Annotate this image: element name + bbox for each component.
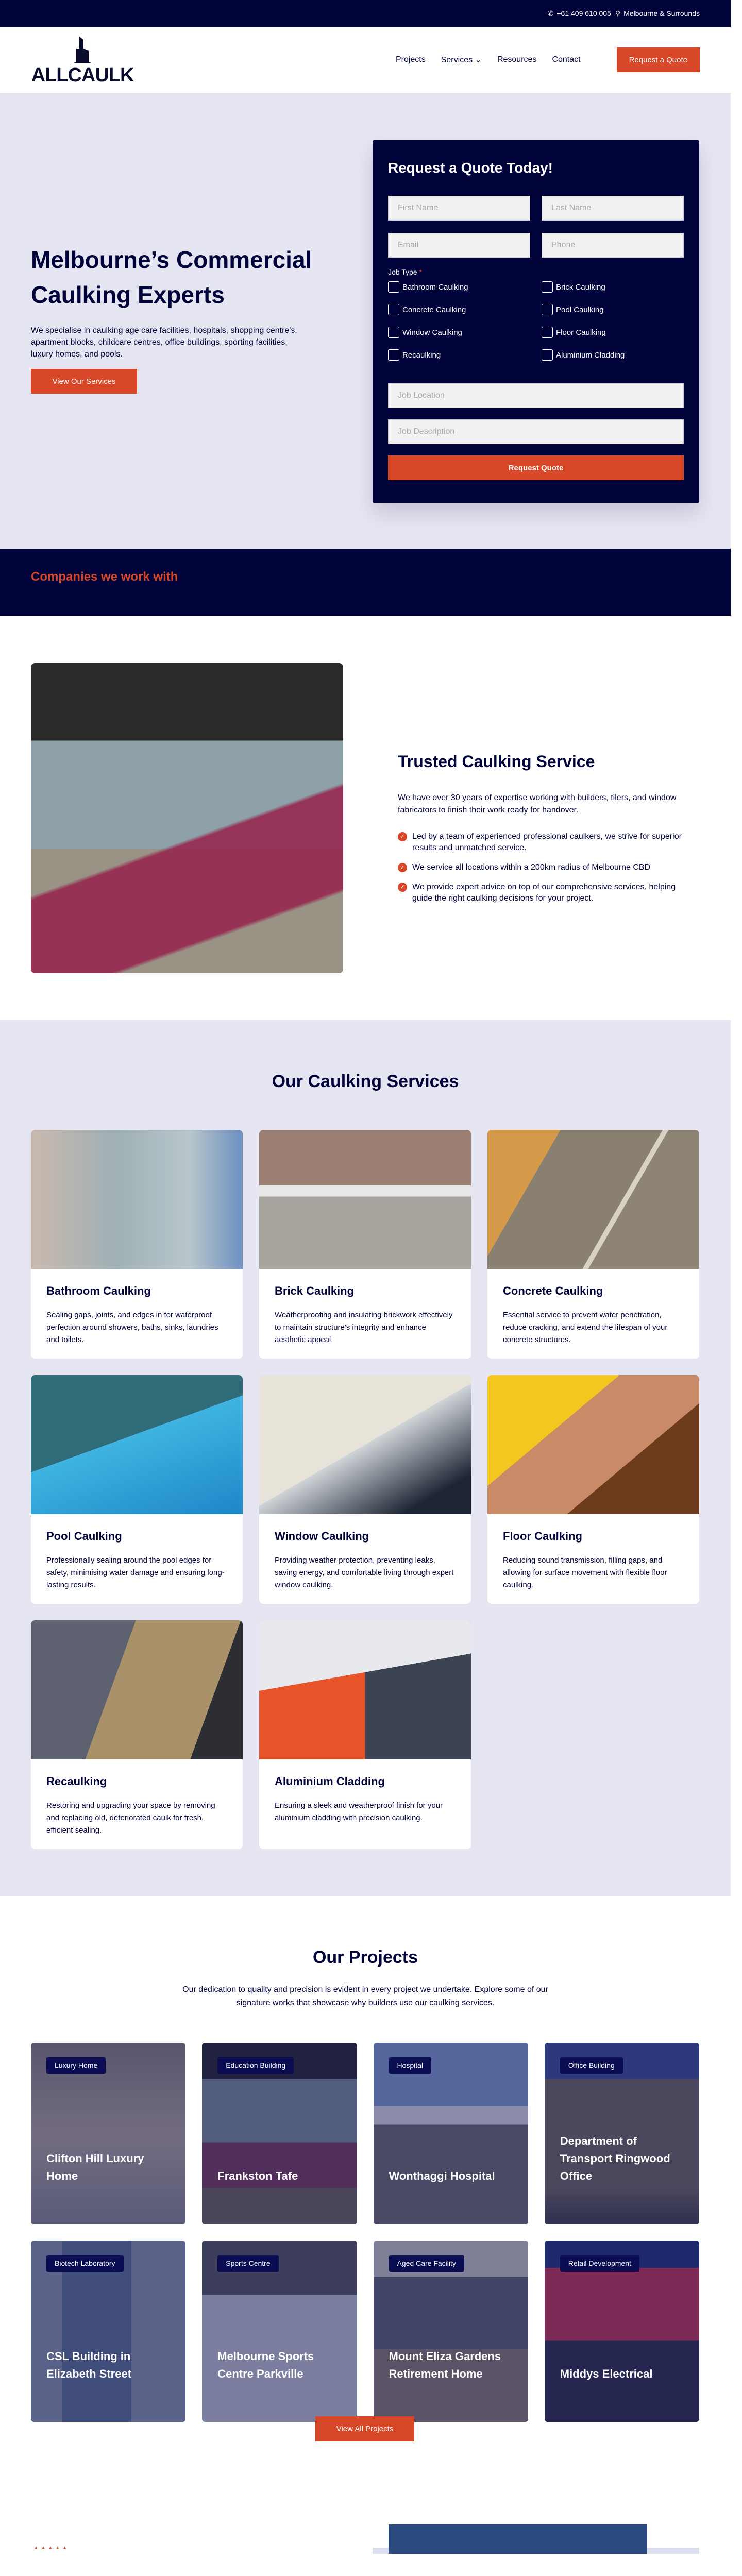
option-label: Recaulking — [402, 350, 441, 360]
service-image — [487, 1130, 699, 1269]
job-type-text: Job Type — [388, 268, 417, 276]
project-card[interactable] — [374, 2043, 528, 2224]
point-text: We service all locations within a 200km radius of Melbourne CBD — [412, 863, 651, 872]
option-label: Brick Caulking — [556, 282, 605, 292]
project-tag: Office Building — [560, 2057, 623, 2074]
project-card[interactable] — [202, 2241, 357, 2422]
hero-section — [0, 93, 731, 549]
logo[interactable] — [31, 35, 134, 85]
service-title: Floor Caulking — [503, 1530, 582, 1543]
service-title: Concrete Caulking — [503, 1284, 603, 1297]
projects-title: Our Projects — [312, 1947, 418, 1967]
project-name: Middys Electrical — [560, 2367, 653, 2380]
option-aluminium[interactable] — [542, 349, 684, 361]
service-title: Brick Caulking — [275, 1284, 355, 1297]
map-pin-icon: ⚲ — [615, 9, 621, 18]
chevron-down-icon: ⌄ — [475, 56, 482, 64]
location-info — [615, 9, 700, 18]
services-section — [0, 1020, 731, 1896]
service-image — [31, 1620, 243, 1759]
nav-services-label: Services — [441, 56, 473, 64]
project-name: Frankston Tafe — [217, 2170, 298, 2182]
hero-title: Melbourne’s Commercial Caulking Experts — [31, 246, 312, 308]
job-type-label — [388, 268, 684, 276]
option-concrete[interactable] — [388, 304, 530, 315]
option-floor[interactable] — [542, 327, 684, 338]
request-quote-submit[interactable]: Request Quote — [388, 455, 684, 480]
service-text: Weatherproofing and insulating brickwork effectively to maintain structure's integrity and enhance aesthetic appeal. — [275, 1311, 453, 1344]
project-card[interactable] — [31, 2241, 185, 2422]
service-text: Restoring and upgrading your space by removing and replacing old, deteriorated caulk for fresh, efficient sealing. — [46, 1801, 215, 1835]
request-quote-button[interactable]: Request a Quote — [617, 47, 700, 72]
option-bathroom[interactable] — [388, 281, 530, 293]
logo-text: ALLCAULK — [31, 64, 134, 86]
companies-band — [0, 549, 731, 616]
checkbox[interactable] — [542, 304, 553, 315]
service-image — [31, 1130, 243, 1269]
service-title: Window Caulking — [275, 1530, 369, 1543]
project-tag: Education Building — [217, 2057, 294, 2074]
checkbox[interactable] — [388, 304, 399, 315]
main-nav — [0, 27, 731, 93]
service-text: Providing weather protection, preventing leaks, saving energy, and comfortable living through expert window caulking. — [275, 1556, 454, 1589]
check-circle-icon: ✓ — [398, 832, 407, 841]
service-card-aluminium[interactable] — [259, 1620, 471, 1849]
trusted-point — [398, 862, 686, 873]
service-card-bathroom[interactable] — [31, 1130, 243, 1359]
checkbox[interactable] — [542, 327, 553, 338]
check-circle-icon: ✓ — [398, 863, 407, 872]
top-contact-bar — [0, 0, 731, 27]
project-card[interactable] — [31, 2043, 185, 2224]
phone-input[interactable] — [542, 233, 684, 258]
service-card-floor[interactable] — [487, 1375, 699, 1604]
service-image — [259, 1375, 471, 1514]
check-circle-icon: ✓ — [398, 883, 407, 892]
projects-section — [0, 1896, 731, 2524]
trusted-title: Trusted Caulking Service — [398, 752, 595, 771]
form-title: Request a Quote Today! — [388, 160, 553, 176]
view-all-projects-button[interactable]: View All Projects — [315, 2416, 414, 2441]
trusted-point — [398, 882, 686, 904]
services-title: Our Caulking Services — [272, 1072, 459, 1091]
project-name: Department of Transport Ringwood Office — [560, 2134, 670, 2182]
service-text: Essential service to prevent water penetration, reduce cracking, and extend the lifespan of your concrete structures. — [503, 1311, 668, 1344]
service-text: Sealing gaps, joints, and edges in for waterproof perfection around showers, baths, sinks, laundries and toilets. — [46, 1311, 218, 1344]
first-name-input[interactable] — [388, 196, 530, 221]
project-card[interactable] — [545, 2043, 699, 2224]
job-description-input[interactable] — [388, 419, 684, 444]
option-label: Pool Caulking — [556, 305, 604, 314]
project-tag: Luxury Home — [46, 2057, 106, 2074]
point-text: We provide expert advice on top of our comprehensive services, helping guide the right caulking decisions for your project. — [412, 883, 676, 903]
job-type-options — [388, 281, 684, 361]
option-window[interactable] — [388, 327, 530, 338]
companies-title: Companies we work with — [31, 570, 178, 584]
service-card-pool[interactable] — [31, 1375, 243, 1604]
service-title: Bathroom Caulking — [46, 1284, 151, 1297]
office-interior-image — [31, 663, 343, 973]
checkbox[interactable] — [388, 349, 399, 361]
service-card-brick[interactable] — [259, 1130, 471, 1359]
phone-link[interactable] — [548, 9, 611, 18]
project-card[interactable] — [545, 2241, 699, 2422]
service-image — [259, 1130, 471, 1269]
service-text: Ensuring a sleek and weatherproof finish for your aluminium cladding with precision caulking. — [275, 1801, 443, 1822]
service-title: Aluminium Cladding — [275, 1775, 385, 1788]
quote-form — [373, 140, 699, 503]
service-image — [259, 1620, 471, 1759]
option-label: Window Caulking — [402, 328, 462, 337]
checkbox[interactable] — [388, 281, 399, 293]
project-tag: Sports Centre — [217, 2255, 278, 2272]
checkbox[interactable] — [542, 349, 553, 361]
project-tag: Biotech Laboratory — [46, 2255, 124, 2272]
option-pool[interactable] — [542, 304, 684, 315]
service-image — [487, 1375, 699, 1514]
nav-projects[interactable]: Projects — [395, 55, 426, 64]
nav-contact[interactable]: Contact — [552, 55, 581, 64]
job-location-input[interactable] — [388, 383, 684, 408]
rating-stars-icon: ▲▲▲▲▲ — [34, 2545, 70, 2550]
project-card[interactable] — [374, 2241, 528, 2422]
option-label: Aluminium Cladding — [556, 350, 625, 360]
service-title: Pool Caulking — [46, 1530, 122, 1543]
email-input[interactable] — [388, 233, 530, 258]
service-card-recaulking[interactable] — [31, 1620, 243, 1849]
project-card[interactable] — [202, 2043, 357, 2224]
project-name: Clifton Hill Luxury Home — [46, 2152, 144, 2182]
trusted-point — [398, 831, 686, 854]
project-tag: Hospital — [389, 2057, 432, 2074]
checkbox[interactable] — [388, 327, 399, 338]
option-label: Floor Caulking — [556, 328, 606, 337]
project-name: Mount Eliza Gardens Retirement Home — [389, 2350, 501, 2380]
building-logo-icon — [67, 35, 98, 65]
service-text: Professionally sealing around the pool edges for safety, minimising water damage and ensuring long-lasting results. — [46, 1556, 225, 1589]
location-text: Melbourne & Surrounds — [623, 9, 700, 18]
option-brick[interactable] — [542, 281, 684, 293]
project-name: CSL Building in Elizabeth Street — [46, 2350, 132, 2380]
service-image — [31, 1375, 243, 1514]
trusted-text: We have over 30 years of expertise working with builders, tilers, and window fabricators to finish their work ready for handover. — [398, 793, 677, 815]
project-tag: Retail Development — [560, 2255, 639, 2272]
option-recaulking[interactable] — [388, 349, 530, 361]
checkbox[interactable] — [542, 281, 553, 293]
service-title: Recaulking — [46, 1775, 107, 1788]
hero-text: We specialise in caulking age care facilities, hospitals, shopping centre's, apartment blocks, childcare centres, office buildings, sporting facilities, luxury homes, and pools. — [31, 326, 297, 359]
project-name: Wonthaggi Hospital — [389, 2170, 495, 2182]
view-services-button[interactable]: View Our Services — [31, 369, 137, 394]
point-text: Led by a team of experienced professional caulkers, we strive for superior results and unmatched service. — [412, 832, 682, 852]
option-label: Concrete Caulking — [402, 305, 466, 314]
phone-number: +61 409 610 005 — [556, 9, 611, 18]
last-name-input[interactable] — [542, 196, 684, 221]
service-card-concrete[interactable] — [487, 1130, 699, 1359]
image-placeholder — [389, 2524, 647, 2554]
project-name: Melbourne Sports Centre Parkville — [217, 2350, 314, 2380]
projects-text: Our dedication to quality and precision is evident in every project we undertake. Explore some of our signature works that showcase why builders use our caulking services. — [182, 1985, 548, 2007]
required-marker: * — [419, 268, 422, 276]
next-section-partial — [0, 2524, 731, 2576]
project-tag: Aged Care Facility — [389, 2255, 464, 2272]
option-label: Bathroom Caulking — [402, 282, 468, 292]
phone-icon: ✆ — [547, 9, 554, 18]
nav-services[interactable] — [441, 55, 482, 65]
nav-resources[interactable]: Resources — [497, 55, 537, 64]
service-text: Reducing sound transmission, filling gaps, and allowing for surface movement with flexible floor caulking. — [503, 1556, 667, 1589]
trusted-section — [0, 616, 731, 1020]
service-card-window[interactable] — [259, 1375, 471, 1604]
